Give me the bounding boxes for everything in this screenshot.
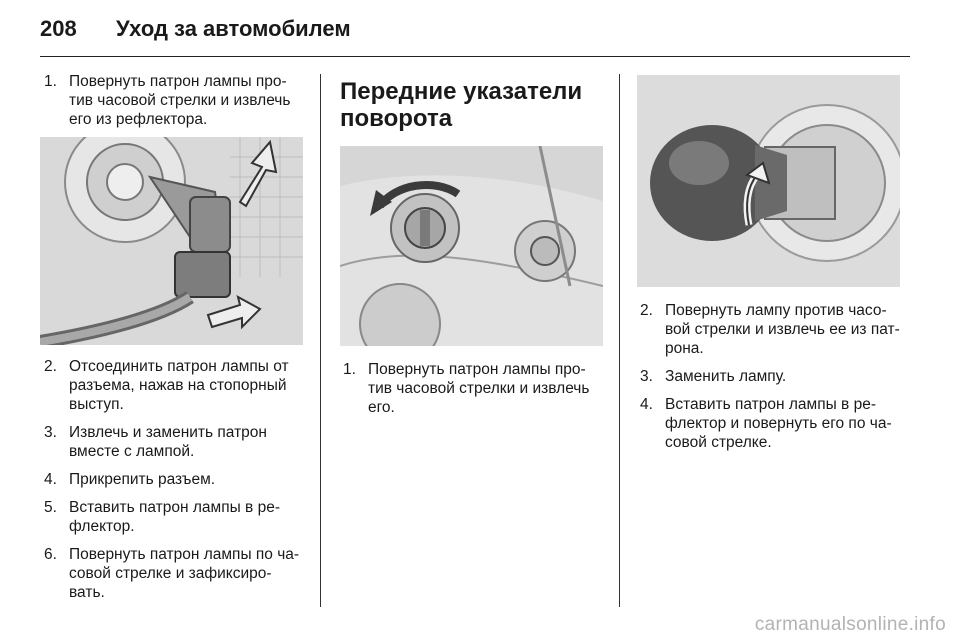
step-item: [640, 367, 902, 386]
column-2-steps: [343, 360, 603, 426]
step-number: 6.: [44, 546, 57, 563]
step-item: [44, 545, 306, 602]
column-1-top-steps: [44, 72, 306, 138]
header-divider: [40, 56, 910, 57]
figure-turn-signal-holder: [340, 146, 603, 346]
step-text: Повернуть патрон лампы про-тив часовой стрелки и извлечь его.: [368, 361, 590, 416]
step-number: 2.: [44, 358, 57, 375]
step-text: Вставить патрон лампы в ре-флектор.: [69, 499, 280, 535]
step-item: [640, 301, 902, 358]
step-number: 4.: [44, 471, 57, 488]
figure-bulb-in-socket: [637, 75, 900, 287]
page-header: [40, 14, 910, 54]
step-text: Извлечь и заменить патрон вместе с лампой.: [69, 424, 267, 460]
step-item: [640, 395, 902, 452]
chapter-title: Уход за автомобилем: [116, 16, 351, 41]
step-item: [44, 72, 306, 129]
column-2-heading-block: [340, 78, 602, 132]
figure-bulb-holder-connector: [40, 137, 303, 345]
step-number: 4.: [640, 396, 653, 413]
step-number: 2.: [640, 302, 653, 319]
step-item: [44, 423, 306, 461]
column-3-steps: [640, 301, 902, 461]
footer-watermark: carmanualsonline.info: [754, 614, 946, 635]
step-text: Повернуть патрон лампы по ча-совой стрелке и зафиксиро-вать.: [69, 546, 300, 601]
column-divider-2: [619, 74, 620, 607]
step-item: [44, 498, 306, 536]
step-item: [343, 360, 603, 417]
step-text: Повернуть патрон лампы про-тив часовой стрелки и извлечь его из рефлектора.: [69, 73, 291, 128]
step-number: 1.: [343, 361, 356, 378]
column-divider-1: [320, 74, 321, 607]
step-number: 3.: [640, 368, 653, 385]
step-number: 1.: [44, 73, 57, 90]
step-item: [44, 357, 306, 414]
step-text: Повернуть лампу против часо-вой стрелки и извлечь ее из пат-рона.: [665, 302, 900, 357]
column-1-bottom-steps: [44, 357, 306, 611]
step-item: [44, 470, 306, 489]
step-text: Заменить лампу.: [665, 368, 787, 385]
page-number: 208: [40, 16, 77, 41]
section-title: Передние указатели поворота: [340, 78, 583, 132]
step-number: 5.: [44, 499, 57, 516]
step-text: Вставить патрон лампы в ре-флектор и повернуть его по ча-совой стрелке.: [665, 396, 892, 451]
step-number: 3.: [44, 424, 57, 441]
step-text: Отсоединить патрон лампы от разъема, нажав на стопорный выступ.: [69, 358, 289, 413]
step-text: Прикрепить разъем.: [69, 471, 216, 488]
